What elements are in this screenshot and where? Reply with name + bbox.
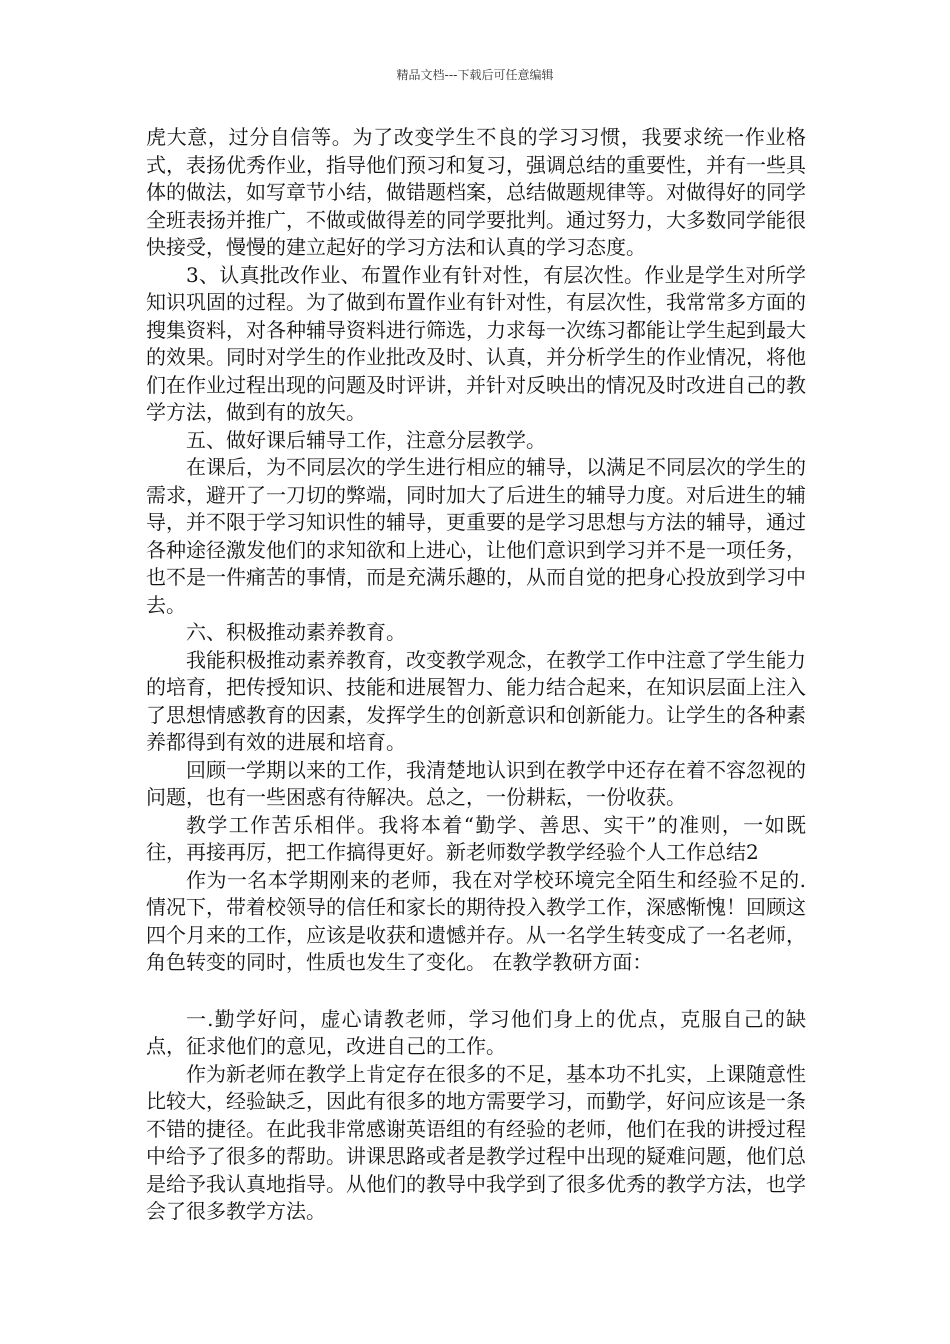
paragraph-learning-from-colleagues: 作为新老师在教学上肯定存在很多的不足，基本功不扎实，上课随意性比较大，经验缺乏，因此有很多的地方需要学习，而勤学，好问应该是一条不错的捷径。在此我非常感谢英语组的有经验的老师，他们在我的讲授过程中给予了很多的帮助。讲课思路或者是教学过程中出现的疑难问题，他们总是给予我认真地指导。从他们的教导中我学到了很多优秀的教学方法，也学会了很多教学方法。: [146, 1061, 806, 1223]
paragraph-spacer: [146, 977, 806, 1006]
document-body: [146, 124, 806, 1226]
section-heading-diligent-study: 一.勤学好问，虚心请教老师，学习他们身上的优点，克服自己的缺点，征求他们的意见，改进自己的工作。: [146, 1006, 806, 1058]
paragraph-new-teacher-intro: 作为一名本学期刚来的老师，我在对学校环境完全陌生和经验不足的.情况下，带着校领导的信任和家长的期待投入教学工作，深感惭愧！回顾这四个月来的工作，应该是收获和遗憾并存。从一名学生转变成了一名老师，角色转变的同时，性质也发生了变化。 在教学教研方面：: [146, 867, 806, 974]
paragraph-tutoring: 在课后，为不同层次的学生进行相应的辅导，以满足不同层次的学生的需求，避开了一刀切的弊端，同时加大了后进生的辅导力度。对后进生的辅导，并不限于学习知识性的辅导，更重要的是学习思想与方法的辅导，通过各种途径激发他们的求知欲和上进心，让他们意识到学习并不是一项任务，也不是一件痛苦的事情，而是充满乐趣的，从而自觉的把身心投放到学习中去。: [146, 455, 806, 617]
paragraph-quality-education: 我能积极推动素养教育，改变教学观念，在教学工作中注意了学生能力的培育，把传授知识、技能和进展智力、能力结合起来，在知识层面上注入了思想情感教育的因素，发挥学生的创新意识和创新能力。让学生的各种素养都得到有效的进展和培育。: [146, 647, 806, 754]
paragraph-conclusion: 教学工作苦乐相伴。我将本着“勤学、善思、实干”的准则，一如既往，再接再厉，把工作搞得更好。新老师数学教学经验个人工作总结2: [146, 812, 806, 864]
section-heading-six: 六、积极推动素养教育。: [186, 620, 406, 644]
section-heading-five: 五、做好课后辅导工作，注意分层教学。: [186, 427, 546, 452]
paragraph-continuation: 虎大意，过分自信等。为了改变学生不良的学习习惯，我要求统一作业格式，表扬优秀作业，指导他们预习和复习，强调总结的重要性，并有一些具体的做法，如写章节小结，做错题档案，总结做题规律等。对做得好的同学全班表扬并推广，不做或做得差的同学要批判。通过努力，大多数同学能很快接受，慢慢的建立起好的学习方法和认真的学习态度。: [146, 125, 806, 259]
page-header: 精品文档---下载后可任意编辑: [396, 68, 554, 82]
paragraph-review: 回顾一学期以来的工作，我清楚地认识到在教学中还存在着不容忽视的问题，也有一些困惑有待解决。总之，一份耕耘，一份收获。: [146, 757, 806, 809]
paragraph-homework: 3、认真批改作业、布置作业有针对性，有层次性。作业是学生对所学知识巩固的过程。为了做到布置作业有针对性，有层次性，我常常多方面的搜集资料，对各种辅导资料进行筛选，力求每一次练习都能让学生起到最大的效果。同时对学生的作业批改及时、认真，并分析学生的作业情况，将他们在作业过程出现的问题及时评讲，并针对反映出的情况及时改进自己的教学方法，做到有的放矢。: [146, 262, 806, 424]
